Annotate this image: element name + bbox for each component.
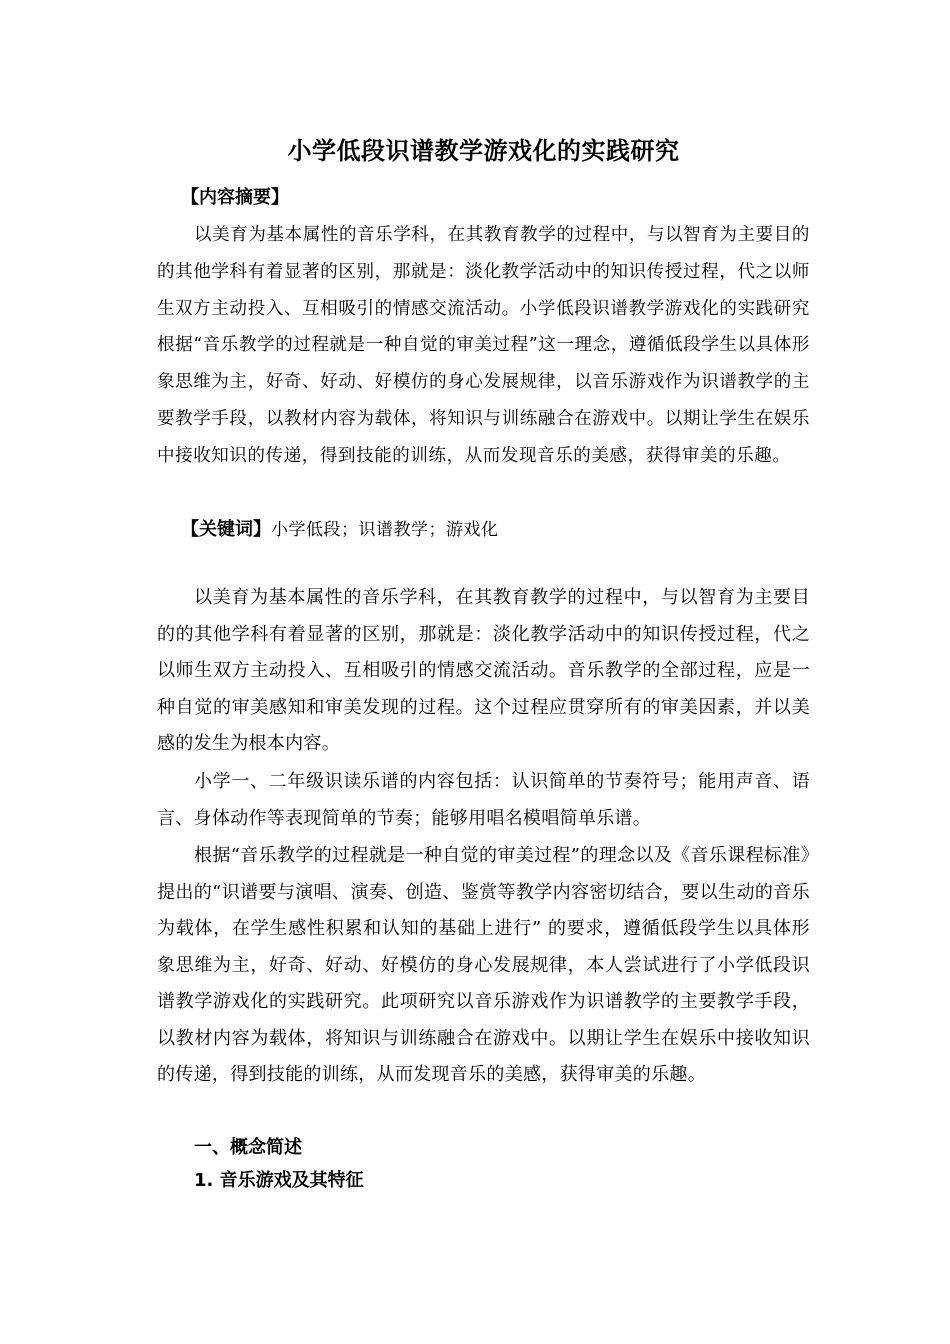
body-paragraph: 根据“音乐教学的过程就是一种自觉的审美过程”的理念以及《音乐课程标准》提出的“识谱要与演唱、演奏、创造、鉴赏等教学内容密切结合，要以生动的音乐为载体，在学生感性积累和认知的基础上进行” 的要求，遵循低段学生以具体形象思维为主，好奇、好动、好模仿的身心发展规律，本人尝试进行了小学低段识谱教学游戏化的实践研究。此项研究以音乐游戏作为识谱教学的主要教学手段，以教材内容为载体，将知识与训练融合在游戏中。以期让学生在娱乐中接收知识的传递，得到技能的训练，从而发现音乐的美感，获得审美的乐趣。 [157, 845, 810, 1085]
abstract-label: 【内容摘要】 [181, 187, 289, 208]
abstract-paragraph: 以美育为基本属性的音乐学科，在其教育教学的过程中，与以智育为主要目的的其他学科有着显著的区别，那就是：淡化教学活动中的知识传授过程，代之以师生双方主动投入、互相吸引的情感交流活动。小学低段识谱教学游戏化的实践研究根据“音乐教学的过程就是一种自觉的审美过程”这一理念，遵循低段学生以具体形象思维为主，好奇、好动、好模仿的身心发展规律，以音乐游戏作为识谱教学的主要教学手段，以教材内容为载体，将知识与训练融合在游戏中。以期让学生在娱乐中接收知识的传递，得到技能的训练，从而发现音乐的美感，获得审美的乐趣。 [157, 225, 810, 466]
body-paragraph: 以美育为基本属性的音乐学科，在其教育教学的过程中，与以智育为主要目的的其他学科有着显著的区别，那就是：淡化教学活动中的知识传授过程，代之以师生双方主动投入、互相吸引的情感交流活动。音乐教学的全部过程，应是一种自觉的审美感知和审美发现的过程。这个过程应贯穿所有的审美因素，并以美感的发生为根本内容。 [157, 587, 810, 754]
keywords-line [181, 512, 499, 548]
body-paragraph: 小学一、二年级识读乐谱的内容包括：认识简单的节奏符号；能用声音、语言、身体动作等表现简单的节奏；能够用唱名模唱简单乐谱。 [157, 771, 810, 829]
section-heading: 一、概念简述 [194, 1137, 302, 1158]
keywords-text: 小学低段；识谱教学；游戏化 [271, 520, 499, 540]
keywords-label: 【关键词】 [181, 519, 271, 540]
subsection-heading: 1. 音乐游戏及其特征 [194, 1170, 364, 1191]
document-title: 小学低段识谱教学游戏化的实践研究 [287, 137, 680, 165]
